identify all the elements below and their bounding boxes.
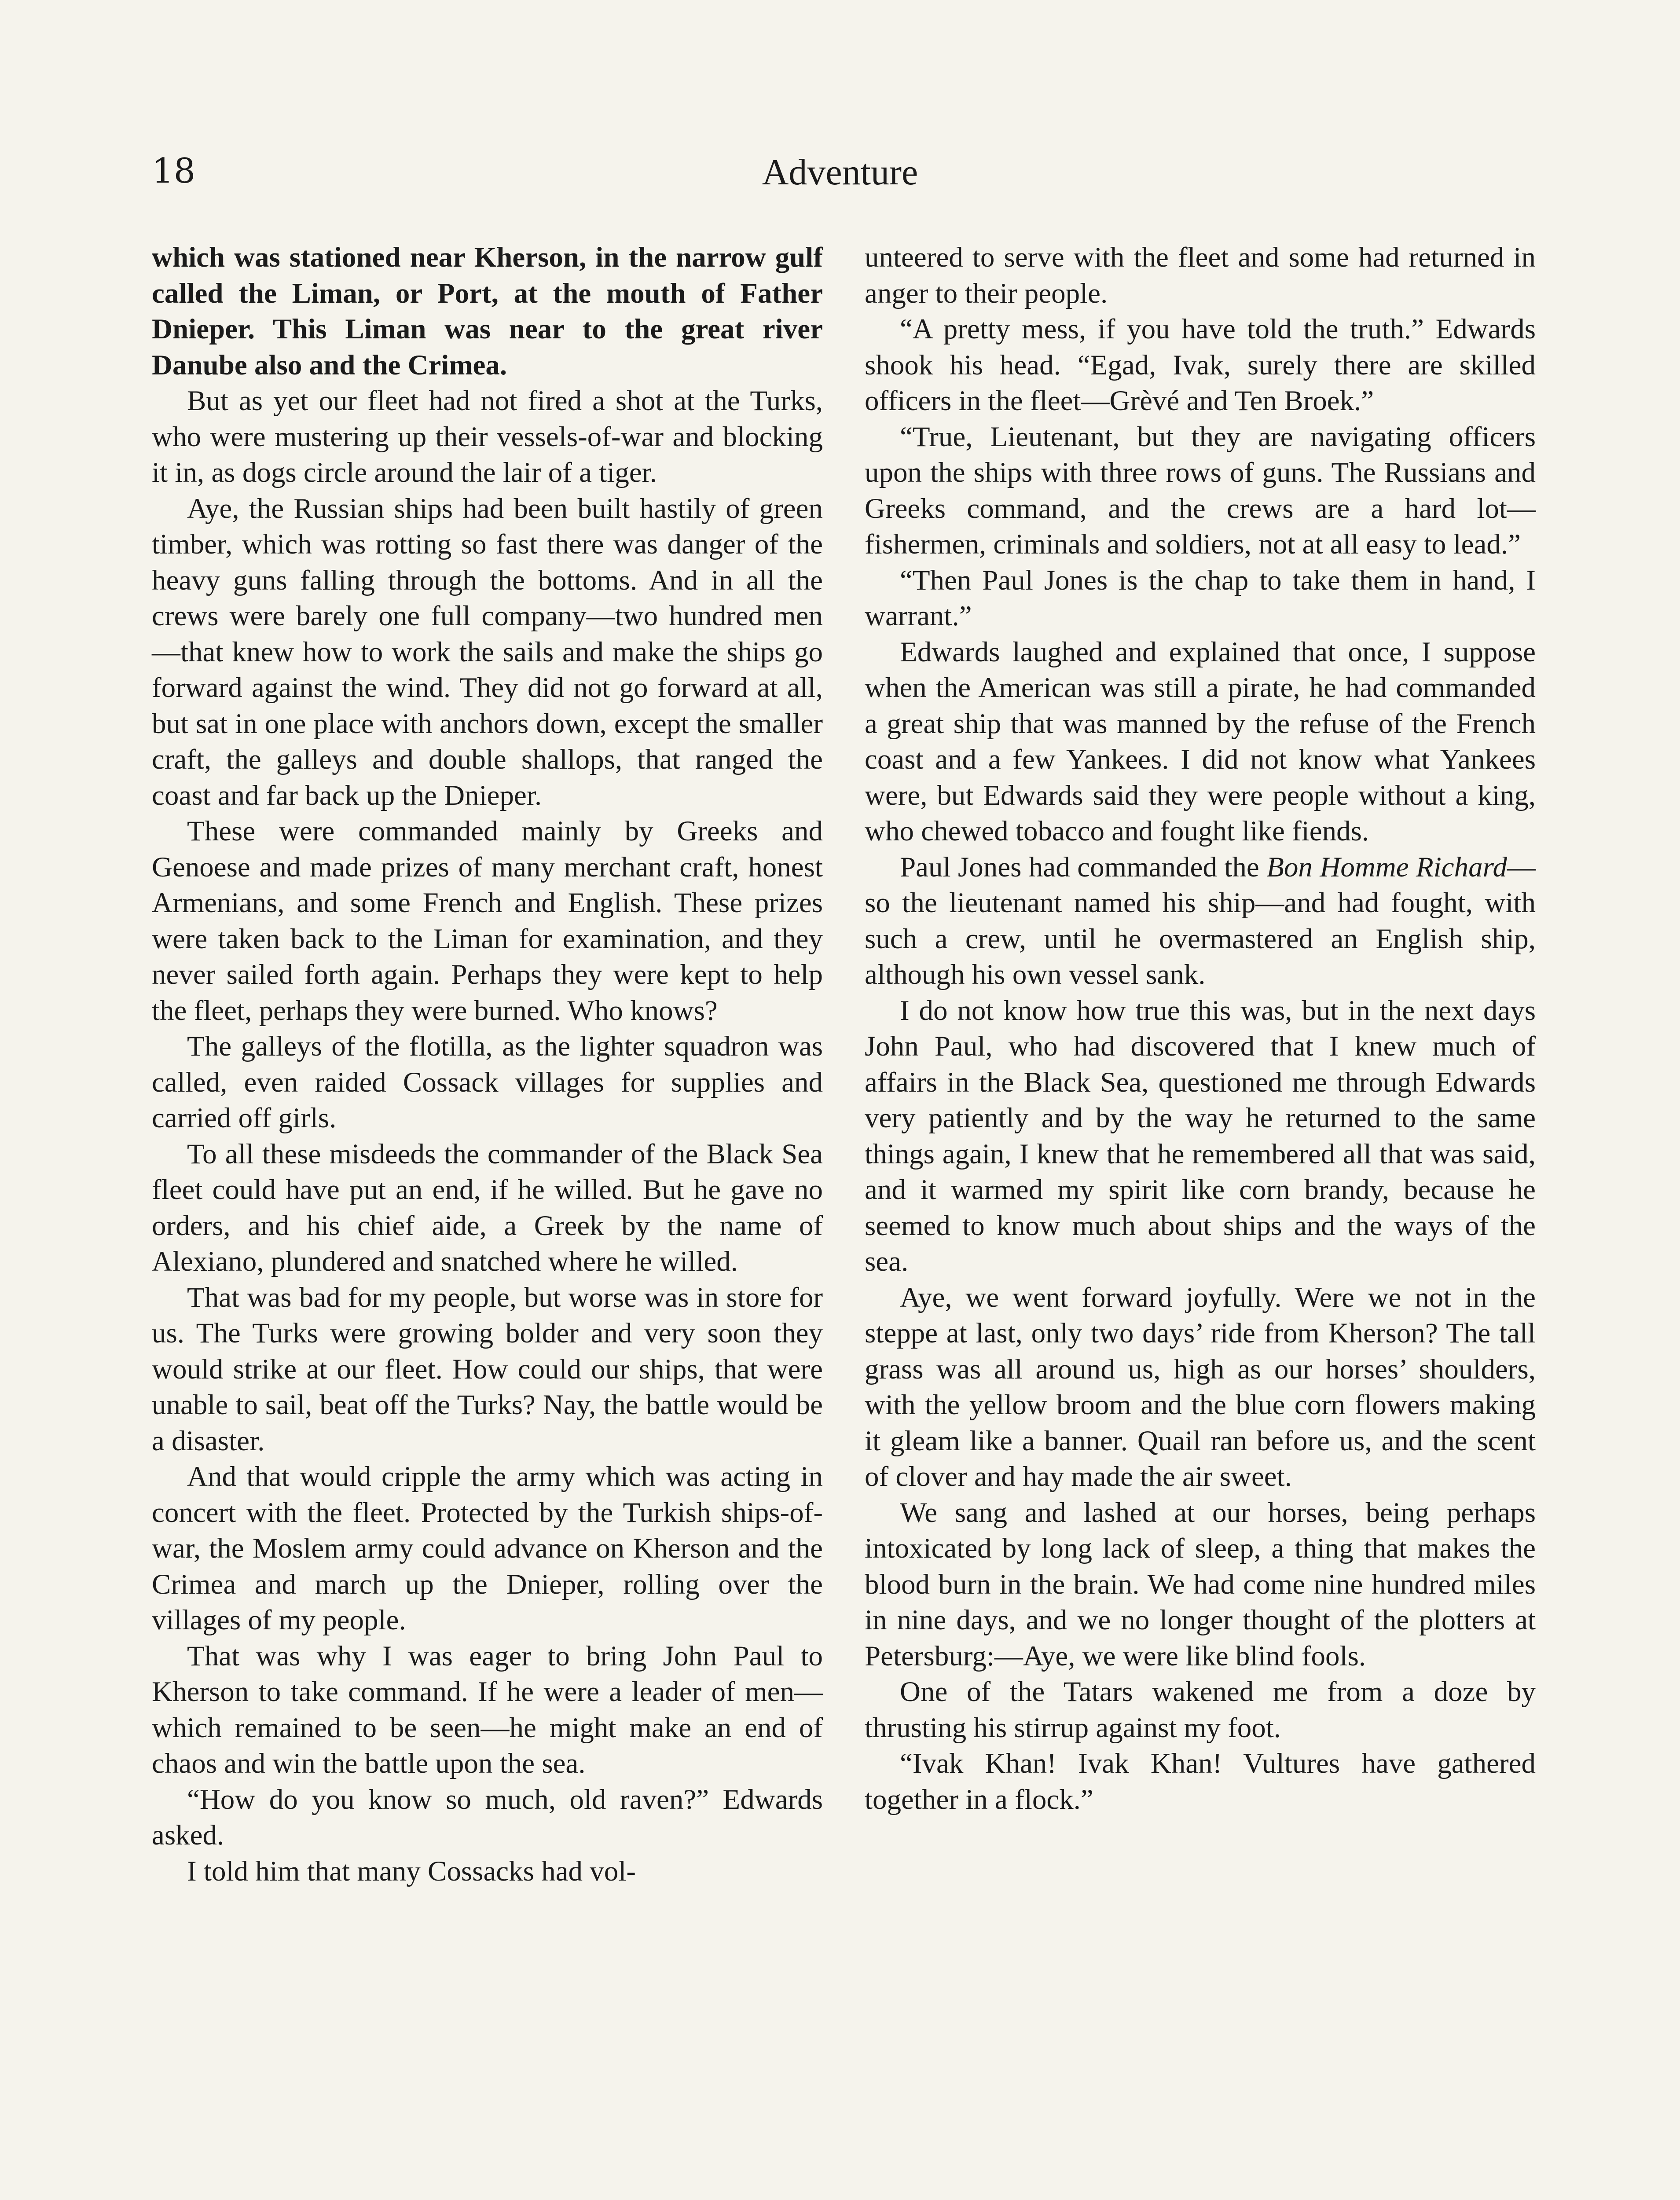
paragraph: And that would cripple the army which was acting in concert with the fleet. Protected by the Turkish ships-of-war, the Moslem army could advance on Kherson and the Crimea and march up the Dnieper, rolling over the villages of my people. <box>152 1461 823 1636</box>
running-title: Adventure <box>762 152 918 193</box>
paragraph-text-after: —so the lieutenant named his ship—and had fought, with such a crew, until he overmastered an English ship, although his own vessel sank. <box>865 851 1536 990</box>
paragraph: unteered to serve with the fleet and some had returned in anger to their people. <box>865 242 1536 309</box>
paragraph: I told him that many Cossacks had vol- <box>187 1855 636 1887</box>
paragraph <box>865 850 1536 993</box>
paragraph: We sang and lashed at our horses, being perhaps intoxicated by long lack of sleep, a thing that makes the blood burn in the brain. We had come nine hundred miles in nine days, and we no longer thought of the plotters at Petersburg:—Aye, we were like blind fools. <box>865 1496 1536 1672</box>
paragraph: “Ivak Khan! Ivak Khan! Vultures have gathered together in a flock.” <box>865 1748 1536 1815</box>
paragraph: These were commanded mainly by Greeks and Genoese and made prizes of many merchant craft, honest Armenians, and some French and English. These prizes were taken back to the Liman for examination, and they never sailed forth again. Perhaps they were kept to help the fleet, perhaps they were burned. Who knows? <box>152 815 823 1027</box>
paragraph: One of the Tatars wakened me from a doze by thrusting his stirrup against my foot. <box>865 1676 1536 1744</box>
page-number: 18 <box>152 151 196 191</box>
paragraph: Aye, we went forward joyfully. Were we not in the steppe at last, only two days’ ride from Kherson? The tall grass was all around us, high as our horses’ shoulders, with the yellow broom and the blue corn flowers making it gleam like a banner. Quail ran before us, and the scent of clover and hay made the air sweet. <box>865 1281 1536 1492</box>
paragraph: Aye, the Russian ships had been built hastily of green timber, which was rotting so fast there was danger of the heavy guns falling through the bottoms. And in all the crews were barely one full company—two hundred men—that knew how to work the sails and make the ships go forward against the wind. They did not go forward at all, but sat in one place with anchors down, except the smaller craft, the galleys and double shallops, that ranged the coast and far back up the Dnieper. <box>152 492 823 811</box>
paragraph: To all these misdeeds the commander of the Black Sea fleet could have put an end, if he willed. But he gave no orders, and his chief aide, a Greek by the name of Alexiano, plundered and snatched where he willed. <box>152 1138 823 1277</box>
paragraph: “A pretty mess, if you have told the truth.” Edwards shook his head. “Egad, Ivak, surely there are skilled officers in the fleet—Grèvé and Ten Broek.” <box>865 313 1536 417</box>
paragraph: “Then Paul Jones is the chap to take them in hand, I warrant.” <box>865 564 1536 632</box>
left-column <box>152 240 823 1889</box>
paragraph: which was stationed near Kherson, in the narrow gulf called the Liman, or Port, at the mouth of Father Dnieper. This Liman was near to the great river Danube also and the Crimea. <box>152 242 823 381</box>
paragraph: Edwards laughed and explained that once, I suppose when the American was still a pirate, he had commanded a great ship that was manned by the refuse of the French coast and a few Yankees. I did not know what Yankees were, but Edwards said they were people without a king, who chewed tobacco and fought like fiends. <box>865 636 1536 847</box>
paragraph-text-before: Paul Jones had commanded the <box>900 851 1267 883</box>
paragraph: I do not know how true this was, but in the next days John Paul, who had discovered that I knew much of affairs in the Black Sea, questioned me through Edwards very patiently and by the way he returned to the same things again, I knew that he remembered all that was said, and it warmed my spirit like corn brandy, because he seemed to know much about ships and the ways of the sea. <box>865 994 1536 1277</box>
paragraph: But as yet our fleet had not fired a shot at the Turks, who were mustering up their vessels-of-war and blocking it in, as dogs circle around the lair of a tiger. <box>152 385 823 488</box>
paragraph: That was bad for my people, but worse was in store for us. The Turks were growing bolder and very soon they would strike at our fleet. How could our ships, that were unable to sail, beat off the Turks? Nay, the battle would be a disaster. <box>152 1281 823 1457</box>
ship-name-italic: Bon Homme Richard <box>1266 851 1508 883</box>
paragraph: The galleys of the flotilla, as the lighter squadron was called, even raided Cossack villages for supplies and carried off girls. <box>152 1030 823 1134</box>
paragraph: That was why I was eager to bring John Paul to Kherson to take command. If he were a leader of men—which remained to be seen—he might make an end of chaos and win the battle upon the sea. <box>152 1640 823 1779</box>
paragraph: “True, Lieutenant, but they are navigating officers upon the ships with three rows of guns. The Russians and Greeks command, and the crews are a hard lot—fishermen, criminals and soldiers, not at all easy to lead.” <box>865 421 1536 560</box>
paragraph: “How do you know so much, old raven?” Edwards asked. <box>152 1783 823 1851</box>
right-column <box>865 240 1536 1818</box>
